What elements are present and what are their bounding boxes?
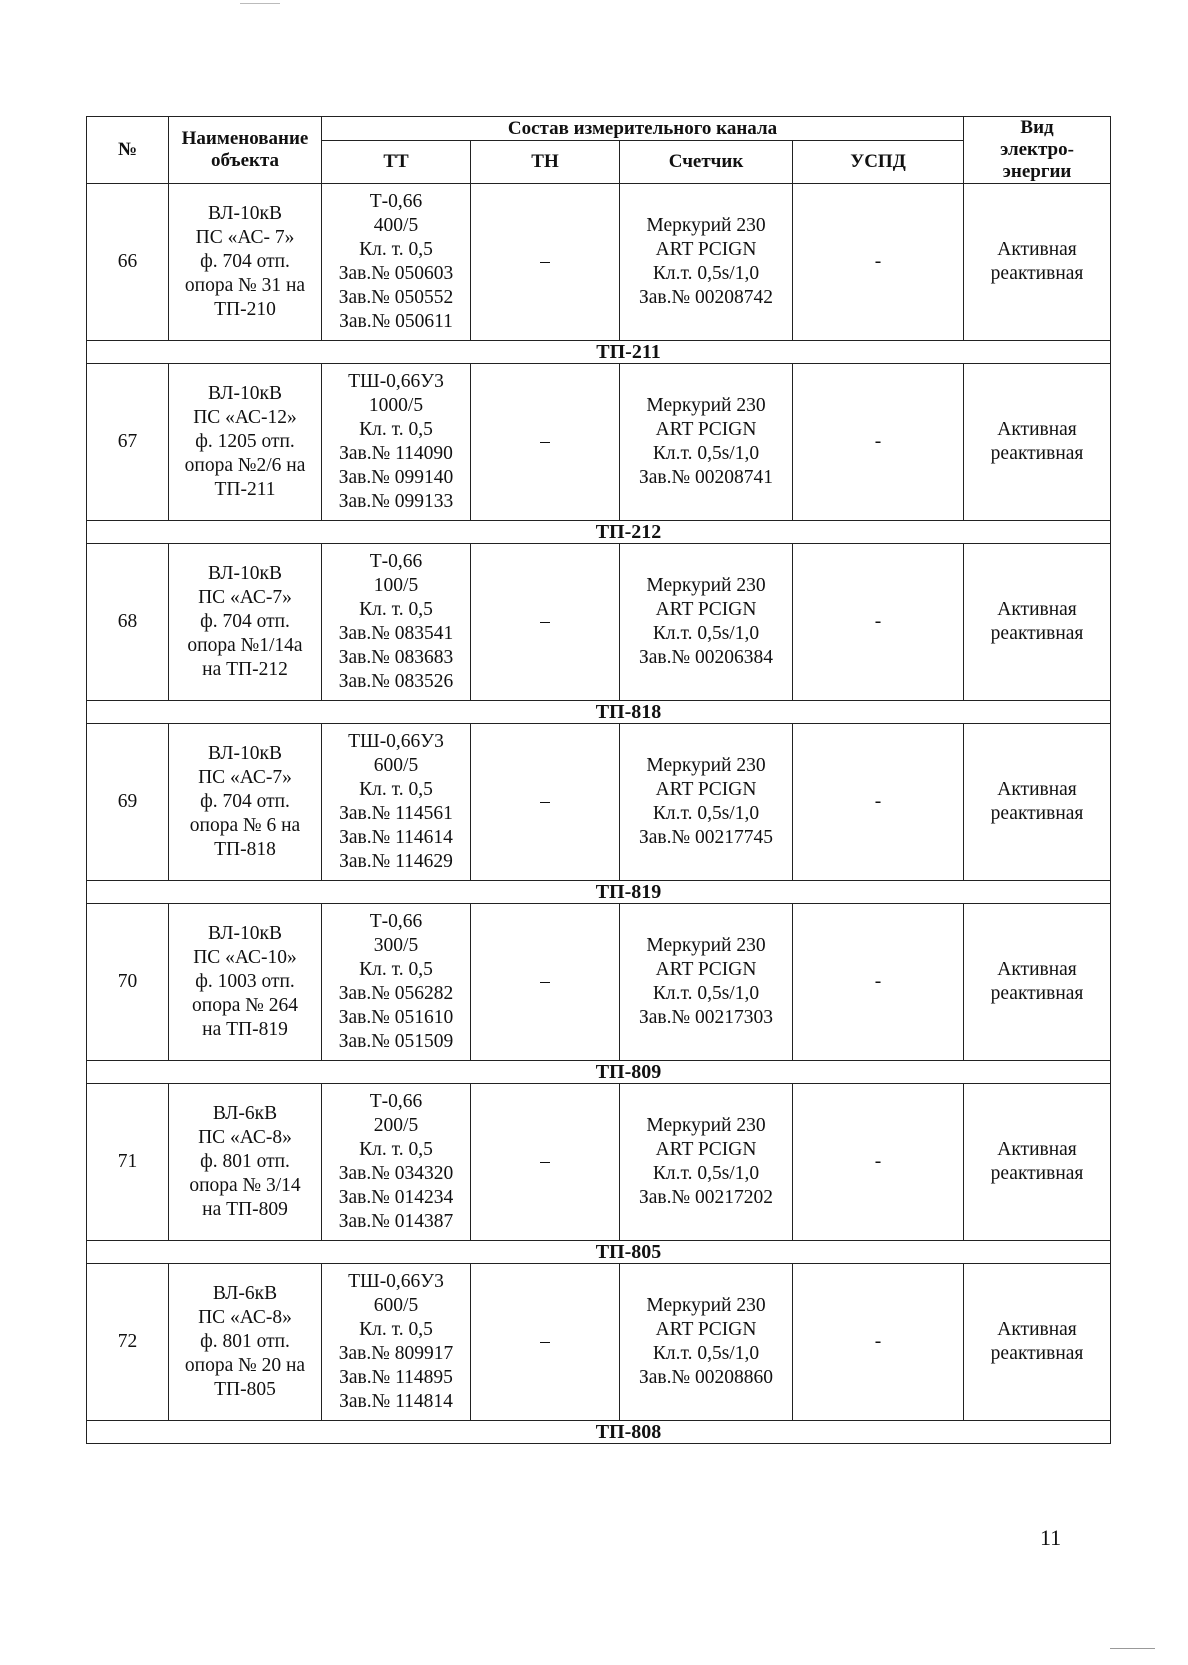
row-number: 67: [87, 364, 169, 521]
col-number-header: №: [87, 117, 169, 184]
tn-cell: –: [471, 904, 620, 1061]
object-name-cell-line: опора № 3/14: [189, 1175, 301, 1196]
object-name-cell-line: на ТП-819: [202, 1019, 288, 1040]
substation-label: ТП-818: [595, 701, 662, 723]
object-name-cell-line: ПС «АС-12»: [193, 407, 297, 428]
tt-cell-line: Зав.№ 114814: [339, 1391, 453, 1412]
col-meter-header: Счетчик: [620, 141, 793, 184]
col-object-name-header: Наименование объекта: [169, 117, 322, 184]
energy-type-cell: [964, 184, 1111, 341]
table-row: [87, 1264, 1111, 1421]
table-row: [87, 724, 1111, 881]
tt-cell-line: Зав.№ 014387: [338, 1211, 454, 1232]
tn-cell: –: [471, 1264, 620, 1421]
object-name-cell-line: ф. 1003 отп.: [195, 971, 295, 992]
object-name-cell-line: ПС «АС-8»: [198, 1307, 292, 1328]
tn-cell: –: [471, 184, 620, 341]
meter-cell-line: Зав.№ 00217745: [639, 827, 773, 848]
substation-section-row: [87, 341, 1111, 364]
energy-type-cell-line: Активная: [997, 1319, 1077, 1340]
object-name-cell-line: ТП-805: [214, 1379, 276, 1400]
object-name-cell-line: опора №2/6 на: [184, 455, 306, 476]
substation-section-cell: [87, 1241, 1111, 1264]
meter-cell-line: Зав.№ 00217303: [639, 1007, 773, 1028]
meter-cell-line: Меркурий 230: [646, 935, 766, 956]
tt-cell-line: 100/5: [373, 575, 419, 596]
energy-type-cell-line: Активная: [997, 599, 1077, 620]
object-name-cell: [169, 364, 322, 521]
substation-section-cell: [87, 881, 1111, 904]
meter-cell-line: Кл.т. 0,5s/1,0: [652, 623, 760, 644]
object-name-cell-line: опора № 20 на: [184, 1355, 306, 1376]
tn-cell: –: [471, 1084, 620, 1241]
tt-cell-line: Зав.№ 099133: [338, 491, 454, 512]
table-row: [87, 1084, 1111, 1241]
object-name-cell-line: ТП-211: [214, 479, 276, 500]
tt-cell-line: 400/5: [373, 215, 419, 236]
meter-cell-line: Зав.№ 00208860: [639, 1367, 773, 1388]
energy-type-cell: [964, 364, 1111, 521]
object-name-cell-line: опора №1/14а: [187, 635, 303, 656]
meter-cell-line: Кл.т. 0,5s/1,0: [652, 803, 760, 824]
energy-type-cell: [964, 724, 1111, 881]
row-number: 72: [87, 1264, 169, 1421]
meter-cell-line: Меркурий 230: [646, 1115, 766, 1136]
meter-cell-line: ART PCIGN: [655, 779, 757, 800]
tt-cell-line: Зав.№ 050611: [339, 311, 453, 332]
table-row: [87, 904, 1111, 1061]
tt-cell: [322, 724, 471, 881]
meter-cell-line: ART PCIGN: [655, 599, 757, 620]
object-name-cell-line: ф. 1205 отп.: [195, 431, 295, 452]
energy-type-cell-line: Активная: [997, 779, 1077, 800]
row-number: 69: [87, 724, 169, 881]
uspd-cell: -: [793, 544, 964, 701]
substation-section-row: [87, 881, 1111, 904]
meter-cell: [620, 544, 793, 701]
row-number: 68: [87, 544, 169, 701]
object-name-cell: [169, 544, 322, 701]
substation-label: ТП-809: [595, 1061, 662, 1083]
meter-cell: [620, 724, 793, 881]
tn-cell: –: [471, 544, 620, 701]
meter-cell-line: Зав.№ 00208741: [639, 467, 773, 488]
meter-cell-line: Кл.т. 0,5s/1,0: [652, 1343, 760, 1364]
tt-cell: [322, 904, 471, 1061]
tt-cell-line: Зав.№ 114629: [339, 851, 453, 872]
meter-cell-line: Кл.т. 0,5s/1,0: [652, 263, 760, 284]
object-name-cell-line: ВЛ-10кВ: [208, 563, 282, 584]
energy-type-cell: [964, 904, 1111, 1061]
scan-artifact: [1110, 1648, 1155, 1649]
tn-cell: –: [471, 724, 620, 881]
tn-cell: –: [471, 364, 620, 521]
table-body: [87, 184, 1111, 1444]
tt-cell-line: Зав.№ 050552: [338, 287, 454, 308]
tt-cell: [322, 364, 471, 521]
substation-label: ТП-808: [595, 1421, 662, 1443]
substation-section-cell: [87, 341, 1111, 364]
col-tt-header: ТТ: [322, 141, 471, 184]
tt-cell-line: Зав.№ 051610: [338, 1007, 454, 1028]
table-row: [87, 544, 1111, 701]
substation-section-row: [87, 1061, 1111, 1084]
object-name-cell-line: ВЛ-10кВ: [208, 383, 282, 404]
tt-cell-line: Зав.№ 083541: [338, 623, 454, 644]
object-name-cell-line: ПС «АС-7»: [198, 587, 292, 608]
object-name-cell: [169, 904, 322, 1061]
energy-type-cell-line: реактивная: [990, 983, 1084, 1004]
tt-cell-line: Зав.№ 083683: [338, 647, 454, 668]
meter-cell-line: Меркурий 230: [646, 1295, 766, 1316]
table-row: [87, 364, 1111, 521]
tt-cell-line: 600/5: [373, 1295, 419, 1316]
meter-cell-line: Кл.т. 0,5s/1,0: [652, 1163, 760, 1184]
tt-cell-line: Т-0,66: [369, 191, 423, 212]
energy-type-cell-line: Активная: [997, 419, 1077, 440]
object-name-cell-line: ВЛ-10кВ: [208, 743, 282, 764]
meter-cell-line: Кл.т. 0,5s/1,0: [652, 983, 760, 1004]
meter-cell-line: ART PCIGN: [655, 1319, 757, 1340]
uspd-cell: -: [793, 724, 964, 881]
substation-label: ТП-805: [595, 1241, 662, 1263]
object-name-cell-line: на ТП-809: [202, 1199, 288, 1220]
object-name-cell-line: ВЛ-6кВ: [212, 1103, 278, 1124]
tt-cell-line: Кл. т. 0,5: [359, 239, 433, 260]
energy-type-cell-line: реактивная: [990, 443, 1084, 464]
energy-type-cell-line: реактивная: [990, 803, 1084, 824]
tt-cell-line: Зав.№ 050603: [338, 263, 454, 284]
table-row: [87, 184, 1111, 341]
uspd-cell: -: [793, 184, 964, 341]
tt-cell-line: Кл. т. 0,5: [359, 779, 433, 800]
tt-cell-line: Кл. т. 0,5: [359, 1319, 433, 1340]
object-name-cell-line: ВЛ-10кВ: [208, 203, 282, 224]
meter-cell: [620, 1264, 793, 1421]
meter-cell-line: Меркурий 230: [646, 575, 766, 596]
meter-cell-line: Зав.№ 00217202: [639, 1187, 773, 1208]
meter-cell-line: ART PCIGN: [655, 239, 757, 260]
substation-section-row: [87, 1421, 1111, 1444]
tt-cell-line: ТШ-0,66У3: [348, 371, 444, 392]
tt-cell-line: ТШ-0,66У3: [348, 1271, 444, 1292]
tt-cell-line: Зав.№ 114614: [339, 827, 453, 848]
tt-cell-line: Зав.№ 083526: [338, 671, 454, 692]
tt-cell-line: Т-0,66: [369, 1091, 423, 1112]
energy-type-cell-line: реактивная: [990, 1343, 1084, 1364]
tt-cell-line: ТШ-0,66У3: [348, 731, 444, 752]
object-name-cell-line: ВЛ-6кВ: [212, 1283, 278, 1304]
object-name-cell: [169, 1264, 322, 1421]
energy-type-cell: [964, 1264, 1111, 1421]
object-name-cell-line: ф. 704 отп.: [200, 251, 290, 272]
header-row-1: [87, 117, 1111, 141]
row-number: 71: [87, 1084, 169, 1241]
object-name-cell-line: ф. 704 отп.: [200, 611, 290, 632]
tt-cell-line: Кл. т. 0,5: [359, 959, 433, 980]
object-name-cell-line: ф. 801 отп.: [200, 1151, 290, 1172]
object-name-cell: [169, 184, 322, 341]
object-name-cell: [169, 1084, 322, 1241]
tt-cell-line: Кл. т. 0,5: [359, 1139, 433, 1160]
row-number: 70: [87, 904, 169, 1061]
object-name-cell-line: ВЛ-10кВ: [208, 923, 282, 944]
tt-cell-line: Кл. т. 0,5: [359, 599, 433, 620]
energy-type-cell-line: Активная: [997, 959, 1077, 980]
object-name-cell-line: ТП-818: [214, 839, 276, 860]
tt-cell-line: 600/5: [373, 755, 419, 776]
meter-cell-line: Меркурий 230: [646, 395, 766, 416]
tt-cell-line: Зав.№ 051509: [338, 1031, 454, 1052]
uspd-cell: -: [793, 364, 964, 521]
tt-cell: [322, 184, 471, 341]
scan-artifact: [240, 3, 280, 4]
uspd-cell: -: [793, 1084, 964, 1241]
col-tn-header: ТН: [471, 141, 620, 184]
tt-cell-line: Зав.№ 034320: [338, 1163, 454, 1184]
meter-cell: [620, 1084, 793, 1241]
object-name-cell-line: ф. 801 отп.: [200, 1331, 290, 1352]
meter-cell-line: Зав.№ 00206384: [639, 647, 773, 668]
substation-section-cell: [87, 1421, 1111, 1444]
substation-label: ТП-211: [596, 341, 661, 363]
tt-cell-line: Зав.№ 114090: [339, 443, 453, 464]
object-name-cell-line: на ТП-212: [202, 659, 288, 680]
tt-cell-line: Т-0,66: [369, 911, 423, 932]
meter-cell-line: Меркурий 230: [646, 755, 766, 776]
meter-cell: [620, 904, 793, 1061]
substation-section-cell: [87, 521, 1111, 544]
energy-type-cell-line: Активная: [997, 239, 1077, 260]
energy-type-cell-line: реактивная: [990, 263, 1084, 284]
col-energy-type-header: Вид электро- энергии: [964, 117, 1111, 184]
measurement-channel-table: [86, 116, 1111, 1444]
row-number: 66: [87, 184, 169, 341]
object-name-cell-line: опора № 264: [192, 995, 298, 1016]
meter-cell: [620, 364, 793, 521]
col-uspd-header: УСПД: [793, 141, 964, 184]
meter-cell-line: Зав.№ 00208742: [639, 287, 773, 308]
uspd-cell: -: [793, 1264, 964, 1421]
col-composition-header: Состав измерительного канала: [322, 117, 964, 141]
meter-cell: [620, 184, 793, 341]
uspd-cell: -: [793, 904, 964, 1061]
tt-cell: [322, 1084, 471, 1241]
tt-cell-line: Кл. т. 0,5: [359, 419, 433, 440]
energy-type-cell-line: реактивная: [990, 1163, 1084, 1184]
object-name-cell-line: ф. 704 отп.: [200, 791, 290, 812]
object-name-cell-line: опора № 6 на: [189, 815, 301, 836]
meter-cell-line: Кл.т. 0,5s/1,0: [652, 443, 760, 464]
substation-section-cell: [87, 1061, 1111, 1084]
tt-cell-line: Т-0,66: [369, 551, 423, 572]
substation-section-row: [87, 1241, 1111, 1264]
tt-cell: [322, 1264, 471, 1421]
tt-cell: [322, 544, 471, 701]
object-name-cell-line: опора № 31 на: [184, 275, 306, 296]
substation-label: ТП-819: [595, 881, 662, 903]
meter-cell-line: ART PCIGN: [655, 419, 757, 440]
tt-cell-line: Зав.№ 099140: [338, 467, 454, 488]
tt-cell-line: Зав.№ 014234: [338, 1187, 454, 1208]
tt-cell-line: Зав.№ 114561: [339, 803, 453, 824]
energy-type-cell: [964, 544, 1111, 701]
tt-cell-line: 200/5: [373, 1115, 419, 1136]
substation-section-row: [87, 701, 1111, 724]
object-name-cell-line: ПС «АС-10»: [193, 947, 297, 968]
object-name-cell-line: ПС «АС-7»: [198, 767, 292, 788]
meter-cell-line: Меркурий 230: [646, 215, 766, 236]
substation-section-cell: [87, 701, 1111, 724]
meter-cell-line: ART PCIGN: [655, 959, 757, 980]
substation-section-row: [87, 521, 1111, 544]
tt-cell-line: 300/5: [373, 935, 419, 956]
object-name-cell: [169, 724, 322, 881]
object-name-cell-line: ПС «АС- 7»: [195, 227, 295, 248]
energy-type-cell-line: Активная: [997, 1139, 1077, 1160]
object-name-cell-line: ТП-210: [214, 299, 276, 320]
energy-type-cell-line: реактивная: [990, 623, 1084, 644]
page-number: 11: [1040, 1525, 1062, 1550]
tt-cell-line: Зав.№ 114895: [339, 1367, 453, 1388]
tt-cell-line: Зав.№ 056282: [338, 983, 454, 1004]
energy-type-cell: [964, 1084, 1111, 1241]
tt-cell-line: Зав.№ 809917: [338, 1343, 454, 1364]
substation-label: ТП-212: [595, 521, 662, 543]
meter-cell-line: ART PCIGN: [655, 1139, 757, 1160]
tt-cell-line: 1000/5: [368, 395, 424, 416]
object-name-cell-line: ПС «АС-8»: [198, 1127, 292, 1148]
